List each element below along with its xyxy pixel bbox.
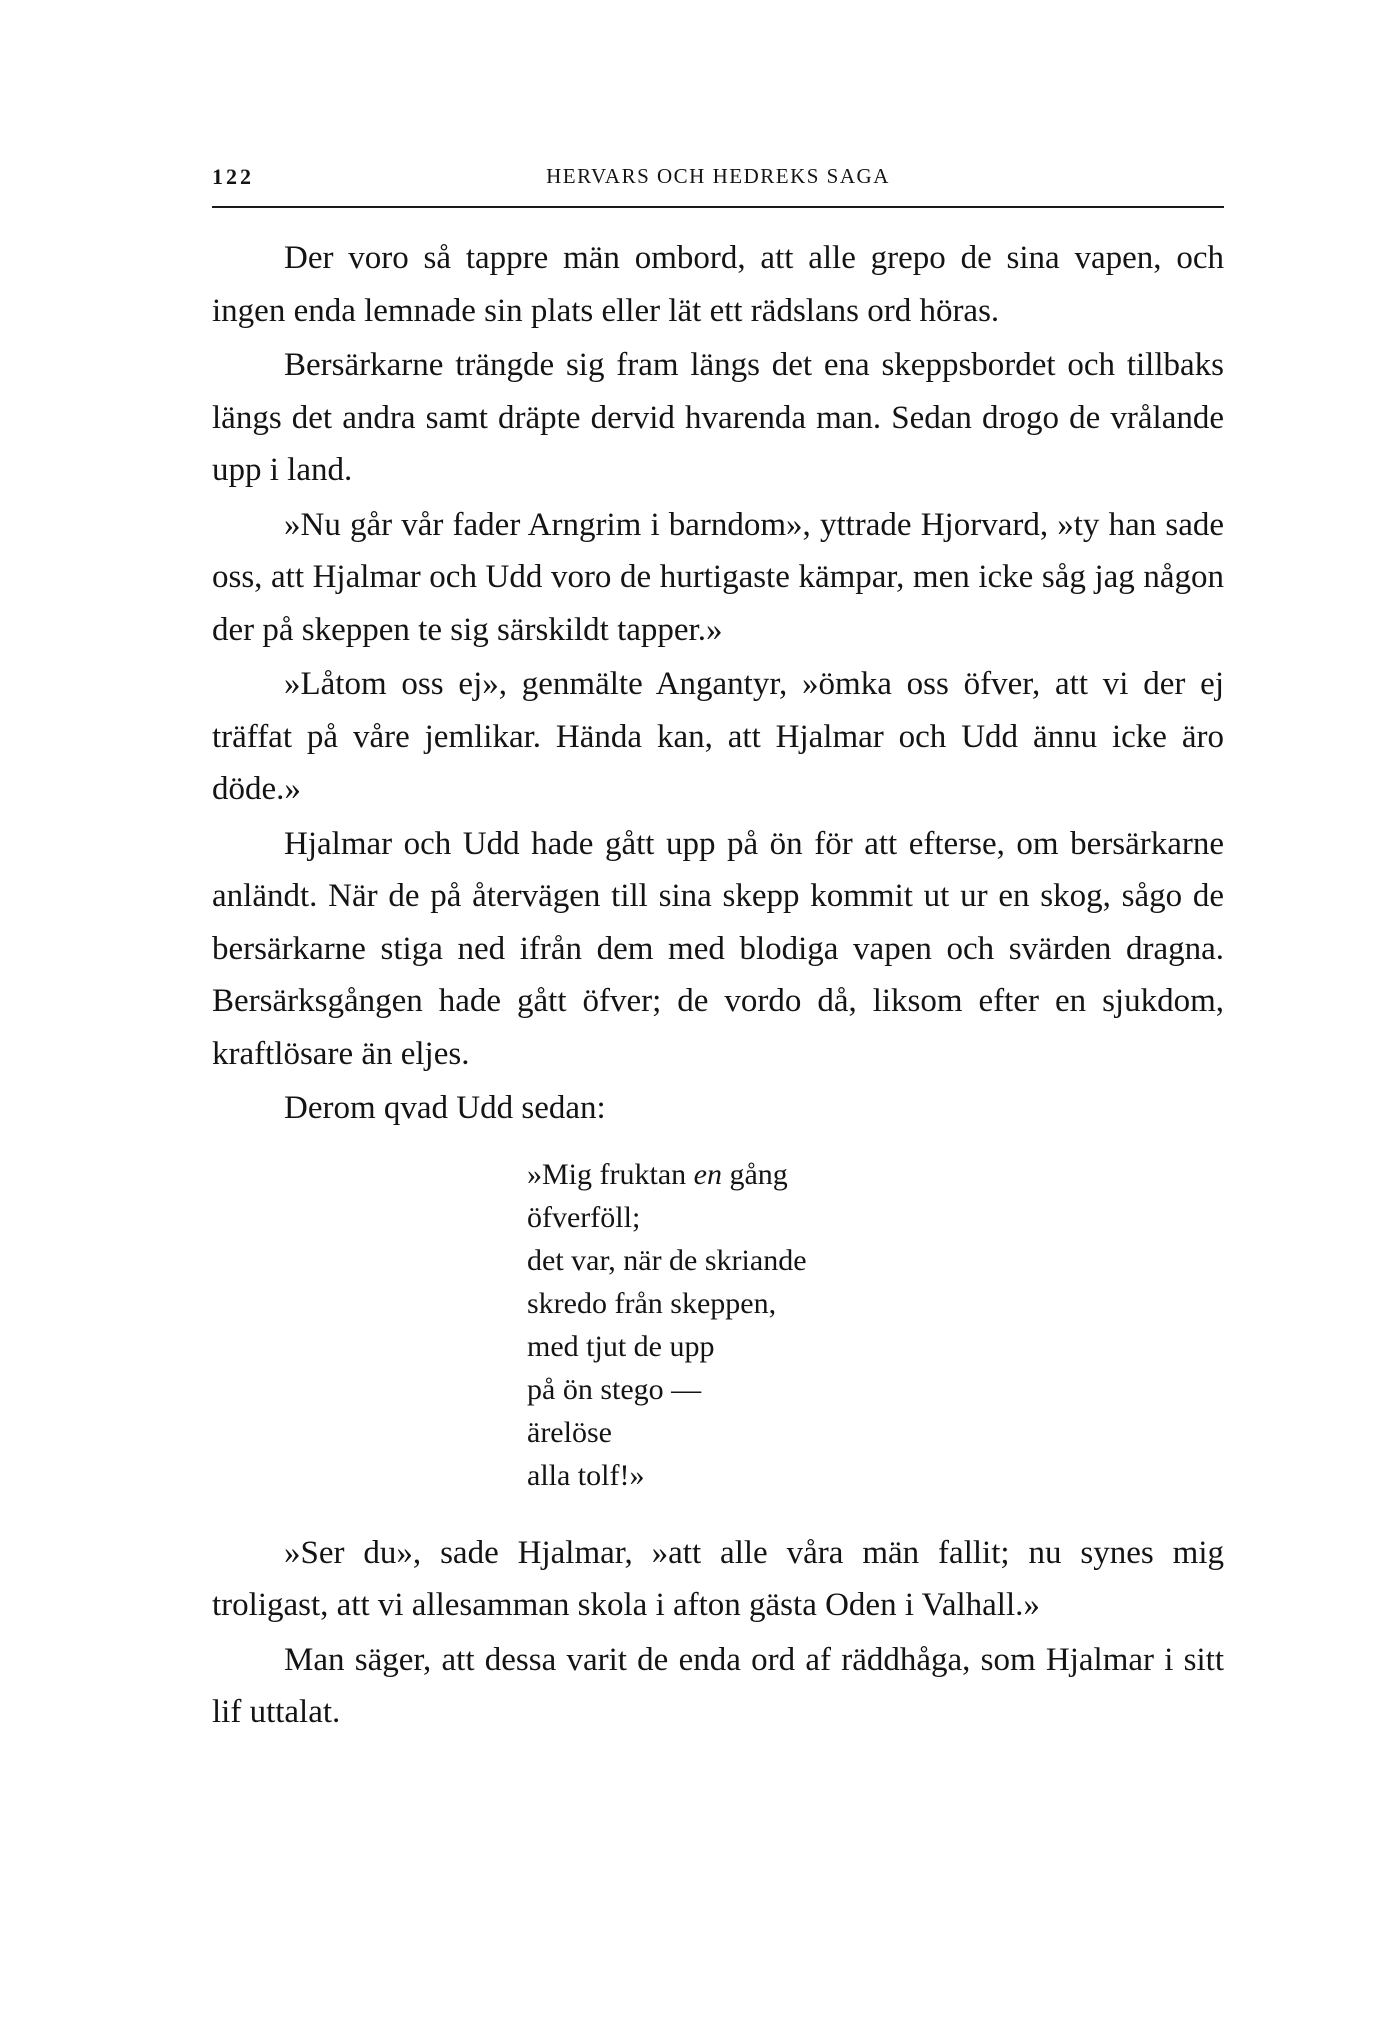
paragraph-2: Bersärkarne trängde sig fram längs det ena skeppsbordet och tillbaks längs det andra samt dräpte dervid hvarenda man. Sedan drogo de vrålande upp i land. — [212, 347, 1224, 488]
verse-line-1-emphasis: en — [693, 1157, 722, 1191]
verse-line-7: ärelöse — [527, 1415, 612, 1449]
verse-line-4: skredo från skeppen, — [527, 1286, 777, 1320]
verse-line-1-end: gång — [721, 1157, 788, 1191]
verse-line-8: alla tolf!» — [527, 1458, 645, 1492]
paragraph-8: Man säger, att dessa varit de enda ord af räddhåga, som Hjalmar i sitt lif uttalat. — [212, 1641, 1224, 1730]
running-title: HERVARS OCH HEDREKS SAGA — [546, 164, 890, 188]
verse-line-3: det var, när de skriande — [527, 1243, 807, 1277]
paragraph-1: Der voro så tappre män ombord, att alle grepo de sina vapen, och ingen enda lemnade sin plats eller lät ett rädslans ord höras. — [212, 240, 1224, 329]
verse-line-1-start: »Mig fruktan — [527, 1157, 694, 1191]
verse-line-5: med tjut de upp — [527, 1329, 715, 1363]
paragraph-3: »Nu går vår fader Arngrim i barndom», yttrade Hjorvard, »ty han sade oss, att Hjalmar och Udd voro de hurtigaste kämpar, men icke såg jag någon der på skeppen te sig särskildt tapper.» — [212, 506, 1224, 648]
body-text — [212, 232, 1224, 1741]
header-rule — [212, 206, 1224, 208]
page-header — [212, 164, 1224, 204]
verse-block — [527, 1153, 1224, 1497]
paragraph-4: »Låtom oss ej», genmälte Angantyr, »ömka oss öfver, att vi der ej träffat på våre jemlikar. Hända kan, att Hjalmar och Udd ännu icke äro döde.» — [212, 666, 1224, 807]
paragraph-5: Hjalmar och Udd hade gått upp på ön för att efterse, om bersärkarne anländt. När de på återvägen till sina skepp kommit ut ur en skog, sågo de bersärkarne stiga ned ifrån dem med blodiga vapen och svärden dragna. Bersärksgången hade gått öfver; de vordo då, liksom efter en sjukdom, kraftlösare än eljes. — [212, 825, 1224, 1072]
verse-line-2: öfverföll; — [527, 1200, 641, 1234]
verse-line-1 — [527, 1153, 1224, 1196]
paragraph-6: Derom qvad Udd sedan: — [284, 1090, 606, 1126]
page-number: 122 — [212, 164, 254, 189]
verse-line-6: på ön stego — — [527, 1372, 702, 1406]
paragraph-7: »Ser du», sade Hjalmar, »att alle våra män fallit; nu synes mig troligast, att vi allesamman skola i afton gästa Oden i Valhall.» — [212, 1534, 1224, 1623]
